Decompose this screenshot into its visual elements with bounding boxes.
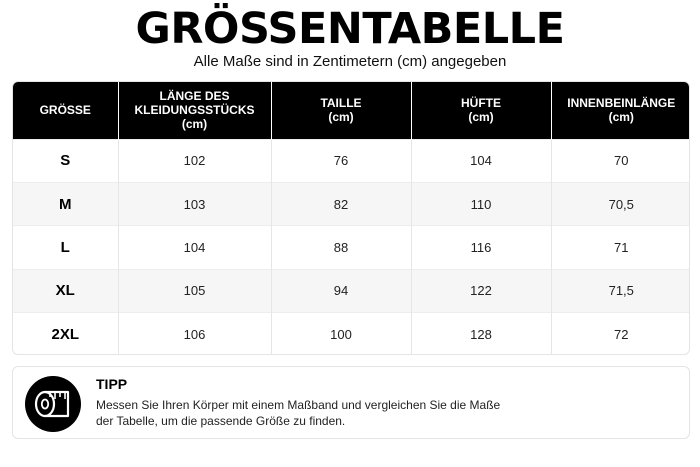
- hip-cell: 104: [411, 139, 551, 182]
- table-row: [13, 313, 690, 355]
- tip-box: [12, 366, 690, 439]
- size-cell: S: [13, 139, 118, 182]
- header-garment-length: [118, 82, 271, 139]
- header-hip-unit: (cm): [468, 110, 494, 125]
- header-inseam-label: INNENBEINLÄNGE: [567, 96, 676, 111]
- garment-length-cell: 104: [118, 226, 271, 269]
- header-size: [13, 82, 118, 139]
- header-inseam-unit: (cm): [608, 110, 634, 125]
- header-size-label: GRÖSSE: [39, 103, 91, 118]
- table-row: [13, 139, 690, 182]
- size-cell: 2XL: [13, 313, 118, 355]
- size-table: [13, 82, 690, 355]
- hip-cell: 116: [411, 226, 551, 269]
- header-inseam: [551, 82, 690, 139]
- table-row: [13, 269, 690, 312]
- header-waist-unit: (cm): [328, 110, 354, 125]
- inseam-cell: 71: [551, 226, 690, 269]
- garment-length-cell: 105: [118, 269, 271, 312]
- waist-cell: 88: [271, 226, 411, 269]
- header-garment-length-unit: (cm): [181, 117, 208, 132]
- inseam-cell: 71,5: [551, 269, 690, 312]
- tip-text-line: Messen Sie Ihren Körper mit einem Maßband und vergleichen Sie die Maße: [96, 398, 501, 412]
- waist-cell: 76: [271, 139, 411, 182]
- table-row: [13, 182, 690, 225]
- header-waist: [271, 82, 411, 139]
- hip-cell: 110: [411, 182, 551, 225]
- header-garment-length-line1: LÄNGE DES: [159, 89, 230, 104]
- hip-cell: 122: [411, 269, 551, 312]
- page-subtitle: Alle Maße sind in Zentimetern (cm) angegeben: [193, 53, 507, 70]
- header-hip-label: HÜFTE: [461, 96, 501, 111]
- tip-text: [96, 397, 536, 429]
- tip-text-line: der Tabelle, um die passende Größe zu finden.: [96, 414, 346, 428]
- measuring-tape-icon: [25, 376, 81, 432]
- garment-length-cell: 106: [118, 313, 271, 355]
- garment-length-cell: 103: [118, 182, 271, 225]
- page-title: GRÖSSENTABELLE: [135, 4, 565, 54]
- inseam-cell: 72: [551, 313, 690, 355]
- size-cell: XL: [13, 269, 118, 312]
- tip-title: TIPP: [96, 376, 128, 392]
- size-cell: M: [13, 182, 118, 225]
- size-table-container: [12, 81, 690, 355]
- header-hip: [411, 82, 551, 139]
- waist-cell: 100: [271, 313, 411, 355]
- waist-cell: 82: [271, 182, 411, 225]
- hip-cell: 128: [411, 313, 551, 355]
- inseam-cell: 70,5: [551, 182, 690, 225]
- inseam-cell: 70: [551, 139, 690, 182]
- table-row: [13, 226, 690, 269]
- header-waist-label: TAILLE: [320, 96, 362, 111]
- table-header-row: [13, 82, 690, 139]
- size-cell: L: [13, 226, 118, 269]
- waist-cell: 94: [271, 269, 411, 312]
- garment-length-cell: 102: [118, 139, 271, 182]
- header-garment-length-line2: KLEIDUNGSSTÜCKS: [134, 103, 255, 118]
